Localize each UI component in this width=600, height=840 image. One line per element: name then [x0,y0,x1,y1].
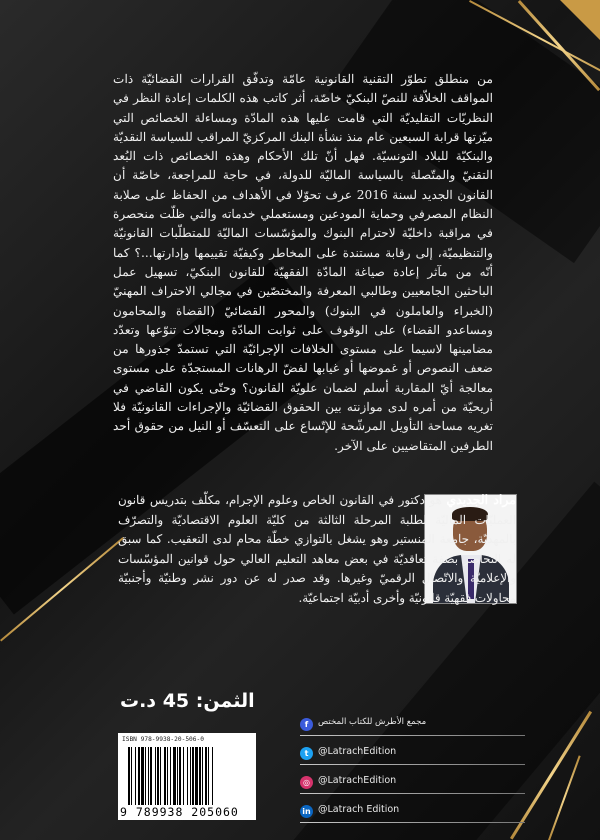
barcode-bar [190,747,191,805]
barcode-bar [141,747,144,805]
barcode-bar [212,747,213,805]
gold-corner-triangle [560,0,600,40]
barcode-bar [157,747,159,805]
barcode-bar [195,747,198,805]
isbn-barcode [118,733,256,820]
author-bio [118,490,516,609]
barcode-bar [167,747,168,805]
barcode-bar [148,747,149,805]
barcode-bar [179,747,181,805]
social-row-facebook[interactable] [300,716,530,740]
barcode-bars [128,747,248,805]
author-bio-text: هو دكتور في القانون الخاص وعلوم الإجرام، مكلّف بتدريس قانون العمليّات الماليّة لطلبة المرحلة الثالثة من كليّة العلوم الاقتصاديّة والتصرّف بالمهديّة، جامعة المنستير وهو يشغل بالتوازي خطّة محام لدى التعقيب. كما سبق له التحاضر بصفة تعاقديّة في بعض معاهد التعليم العالي حول قوانين المؤسّسات والإعلاميّة والاتّصال الرقميّ وغيرها. وقد صدر له عن دور نشر وطنيّة وأجنبيّة محاولات فقهيّة قانونيّة وأخرى أدبيّة اجتماعيّة. [118,493,516,605]
author-name: مراد الجديدي [446,492,516,507]
divider [300,822,525,823]
barcode-bar [164,747,166,805]
divider [300,764,525,765]
twitter-handle[interactable]: @LatrachEdition [318,746,397,757]
divider [300,735,525,736]
social-links [300,716,530,832]
barcode-bar [187,747,188,805]
barcode-bar [138,747,140,805]
social-row-twitter[interactable] [300,745,530,769]
barcode-bar [160,747,161,805]
twitter-icon: t [300,747,313,760]
social-row-linkedin[interactable] [300,803,530,827]
facebook-icon: f [300,718,313,731]
barcode-number: 9 789938 205060 [120,805,239,819]
barcode-bar [177,747,178,805]
barcode-bar [183,747,184,805]
back-cover-blurb: من منطلق تطوّر التقنية القانونية عامّة وتدفّق القرارات القضائيّة ذات المواقف الخلاّقة للنصّ البنكيّ خاصّة، أثر كاتب هذه الكلمات إعادة النظر في النظريّات التقليديّة التي قامت عليها هذه المادّة ومساءلة الخصائص التي ميّزتها قرابة السبعين عام منذ نشأة البنك المركزيّ المراقب للسياسة النقديّة والبنكيّة للبلاد التونسيّة. فهل أنّ تلك الأحكام وهذه الخصائص ذات البُعد التقنيّ والمتّصلة بالسياسة الماليّة للدولة، في حاجة للمراجعة، خاصّة أن القانون الجديد لسنة 2016 عرف تحوّلا في الأهداف من الحفاظ على صلابة النظام المصرفي وحماية المودعين ومستعملي خدماته والتي ظلّت منحصرة في مراقبة داخليّة لاحترام البنوك والمؤسّسات الماليّة للمتطلّبات القانونيّة والتنظيميّة، إلى رقابة مستندة على المخاطر وكيفيّة تقييمها وإدارتها...؟ كما أنّه من مآثر إعادة صياغة المادّة الفقهيّة للقانون البنكيّ، تسهيل عمل الباحثين الجامعيين وطالبي المعرفة والمختصّين في مجالي الاحتراف المهنيّ (الخبراء والعاملون في البنوك) والمحور القضائيّ (القضاة والمحامون ومساعدو القضاء) على الوقوف على ثوابت المادّة ومجالات تنوّعها وتعدّد مضامينها لاسيما على مستوى الخلافات الإجرائيّة التي تستمدّ جذورها من ضعف النصوص أو غموضها أو غيابها لفضّ الرهانات المستجدّة على مستوى معالجة أيّ المقاربة أسلم لضمان علويّة القانون؟ وحتّى يكون القاضي في أريحيّة من أمره لدى موازنته بين الحقوق القضائيّة والإجراءات القانونيّة فلا تغريه مساحة التأويل المرشّحة للإتّساع على التعسّف أو النيل من حقوق أحد الطرفين المتقاضيين على الآخر. [113,72,493,453]
barcode-bar [131,747,132,805]
social-row-instagram[interactable] [300,774,530,798]
divider [300,793,525,794]
linkedin-handle[interactable]: @Latrach Edition [318,804,400,815]
barcode-bar [135,747,136,805]
barcode-bar [155,747,156,805]
instagram-icon: ◎ [300,776,313,789]
barcode-bar [208,747,209,805]
barcode-bar [205,747,207,805]
barcode-bar [170,747,171,805]
barcode-bar [173,747,176,805]
barcode-bar [202,747,203,805]
barcode-bar [150,747,152,805]
isbn-text: ISBN 978-9938-20-506-0 [122,736,204,743]
barcode-bar [128,747,130,805]
barcode-bar [145,747,146,805]
barcode-bar [192,747,194,805]
barcode-bar [199,747,201,805]
price-label: الثمن: 45 د.ت [120,690,255,712]
facebook-handle[interactable]: مجمع الأطرش للكتاب المختص [318,717,427,727]
instagram-handle[interactable]: @LatrachEdition [318,775,397,786]
linkedin-icon: in [300,805,313,818]
